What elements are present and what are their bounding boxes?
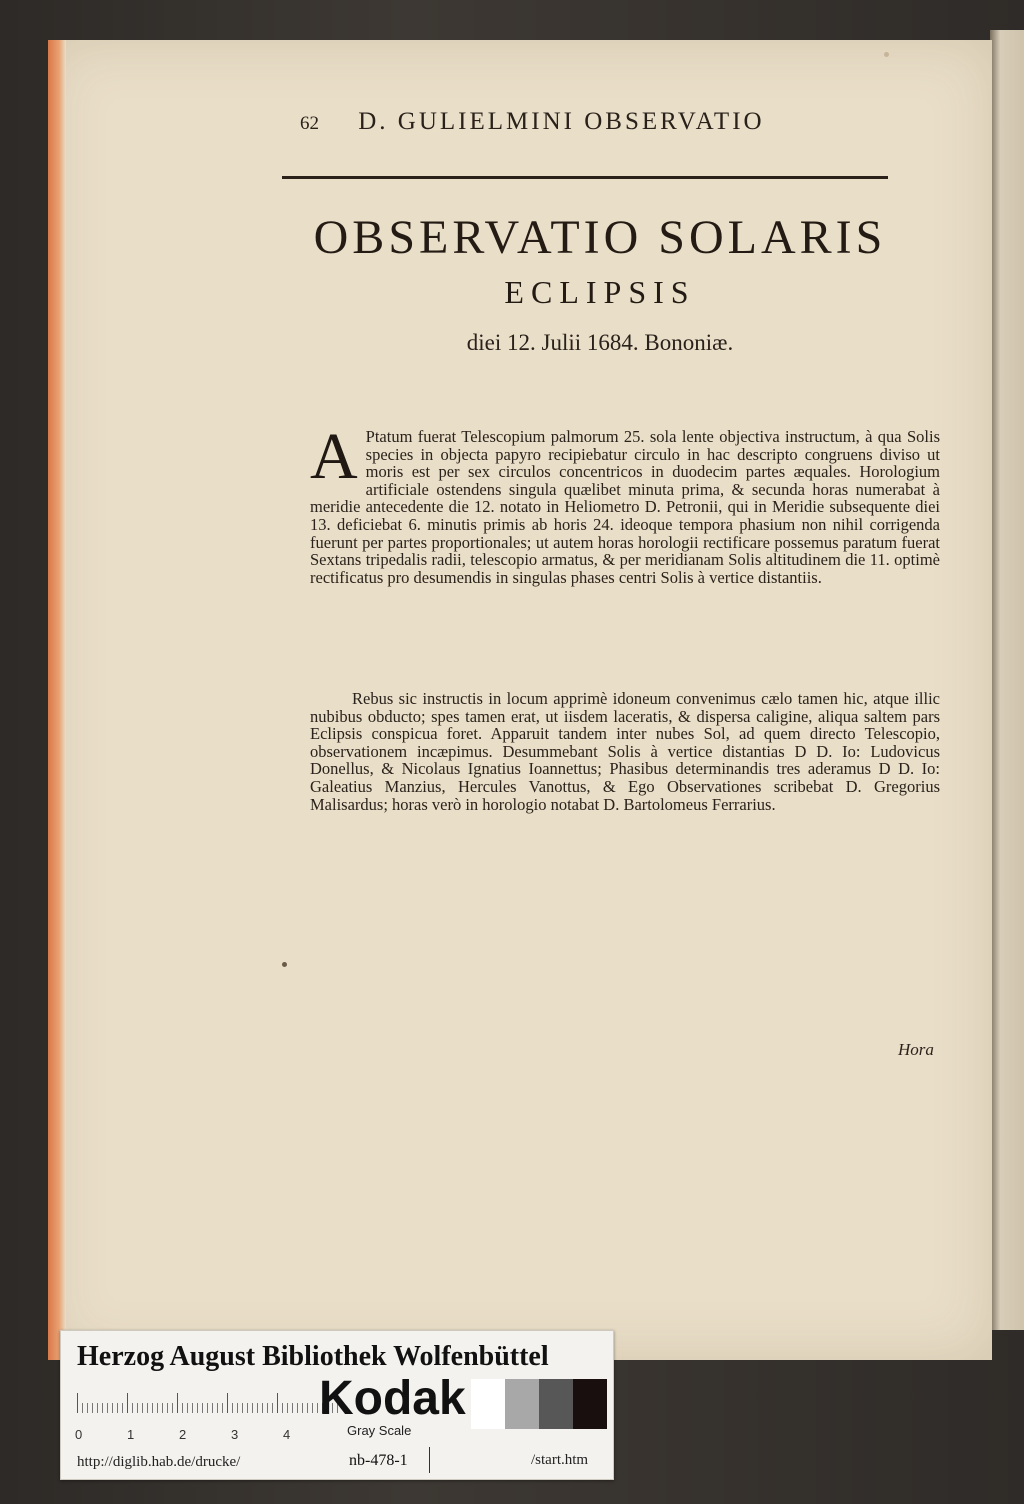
ruler-tick: [307, 1403, 308, 1413]
header-rule: [282, 176, 888, 179]
paragraph-2-text: Rebus sic instructis in locum apprimè idoneum convenimus cælo tamen hic, atque illic nubibus obducto; spes tamen erat, ut iisdem laceratis, & dispersa caligine, aliqua saltem pars Eclipsis conspicua foret. Apparuit tandem inter nubes Sol, ad quem directo Telescopio, observationem incæpimus. Desummebant Solis à vertice distantias D D. Io: Ludovicus Donellus, & Nicolaus Ignatius Ioannettus; Phasibus determinandis tres aderamus D D. Io: Galeatius Manzius, Hercules Vanottus, & Ego Observationes scribebat D. Gregorius Malisardus; horas verò in horologio notabat D. Bartolomeus Ferrarius.: [310, 689, 940, 814]
date-line: diei 12. Julii 1684. Bononiæ.: [466, 330, 734, 355]
ruler-tick: [92, 1403, 93, 1413]
ruler-number: 3: [231, 1427, 239, 1442]
ruler-tick: [217, 1403, 218, 1413]
ruler-tick: [192, 1403, 193, 1413]
gray-swatch: [471, 1379, 505, 1429]
ruler-tick: [197, 1403, 198, 1413]
ruler-tick: [232, 1403, 233, 1413]
kodak-logo: Kodak: [319, 1372, 466, 1425]
gray-swatch: [573, 1379, 607, 1429]
running-title: D. GULIELMINI OBSERVATIO: [358, 108, 765, 135]
page-gilt-edge: [48, 40, 66, 1360]
paragraph-1-text: Ptatum fuerat Telescopium palmorum 25. sola lente objectiva instructum, à qua Solis species in objecta papyro recipiebatur circulo in hac descripto congruens diviso ut moris est per sex circulos concentricos in duodecim partes æquales. Horologium artificiale ostendens singula quælibet minuta prima, & secunda horas numerabat à meridie antecedente die 12. notato in Heliometro D. Petronii, qui in Meridie subsequente diei 13. deficiebat 6. minutis primis ab horis 24. ideoque tempora phasium non nihil corrigenda fuerunt per partes proportionales; ut autem horas horologii rectificare possemus paratum fuerat Sextans tripedalis radii, telescopio armatus, & per meridianam Solis altitudinem die 11. optimè rectificatus pro desumendis in singulas phases centri Solis à vertice distantiis.: [310, 427, 940, 587]
ruler-tick: [297, 1403, 298, 1413]
ruler-tick: [137, 1403, 138, 1413]
ruler-tick: [97, 1403, 98, 1413]
ruler-tick: [147, 1403, 148, 1413]
ruler-tick: [287, 1403, 288, 1413]
measuring-ruler: [77, 1389, 339, 1421]
ruler-tick: [142, 1403, 143, 1413]
ruler-tick: [247, 1403, 248, 1413]
ink-spot: [282, 962, 287, 967]
ruler-number: 2: [179, 1427, 187, 1442]
ruler-tick: [302, 1403, 303, 1413]
ruler-tick: [222, 1403, 223, 1413]
ruler-tick: [277, 1393, 278, 1413]
ruler-tick: [282, 1403, 283, 1413]
ruler-tick: [107, 1403, 108, 1413]
ruler-tick: [177, 1393, 178, 1413]
ruler-number: 0: [75, 1427, 83, 1442]
ruler-tick: [227, 1393, 228, 1413]
ruler-tick: [212, 1403, 213, 1413]
library-label: [60, 1330, 614, 1480]
ruler-tick: [82, 1403, 83, 1413]
ruler-tick: [117, 1403, 118, 1413]
sub-title: ECLIPSIS: [504, 274, 696, 310]
label-separator: [429, 1447, 430, 1473]
gray-swatch: [539, 1379, 573, 1429]
start-link[interactable]: /start.htm: [531, 1452, 589, 1468]
ruler-tick: [162, 1403, 163, 1413]
paper-spot: [884, 52, 889, 57]
ruler-tick: [127, 1393, 128, 1413]
ruler-tick: [187, 1403, 188, 1413]
running-head: [300, 108, 900, 136]
ruler-tick: [252, 1403, 253, 1413]
ruler-tick: [167, 1403, 168, 1413]
ruler-number: 4: [283, 1427, 291, 1442]
ruler-tick: [312, 1403, 313, 1413]
ruler-number: 1: [127, 1427, 135, 1442]
ruler-tick: [207, 1403, 208, 1413]
ruler-tick: [102, 1403, 103, 1413]
ruler-tick: [257, 1403, 258, 1413]
main-title: OBSERVATIO SOLARIS: [313, 211, 887, 264]
ruler-tick: [172, 1403, 173, 1413]
library-url: http://diglib.hab.de/drucke/: [77, 1454, 241, 1470]
catchword: Hora: [898, 1040, 934, 1059]
page-number: 62: [300, 113, 319, 134]
ruler-tick: [292, 1403, 293, 1413]
paragraph-1: [310, 420, 940, 587]
ruler-tick: [267, 1403, 268, 1413]
facing-page-edge: [990, 30, 1024, 1330]
ruler-tick: [202, 1403, 203, 1413]
ruler-tick: [77, 1393, 78, 1413]
ruler-tick: [182, 1403, 183, 1413]
ruler-tick: [237, 1403, 238, 1413]
ruler-tick: [87, 1403, 88, 1413]
paragraph-2: [310, 690, 940, 813]
gray-swatch: [505, 1379, 539, 1429]
ruler-tick: [132, 1403, 133, 1413]
grayscale-caption: Gray Scale: [347, 1423, 412, 1438]
ruler-tick: [242, 1403, 243, 1413]
ruler-tick: [317, 1403, 318, 1413]
ruler-tick: [272, 1403, 273, 1413]
ruler-tick: [112, 1403, 113, 1413]
ruler-tick: [262, 1403, 263, 1413]
drop-cap: A: [310, 420, 358, 493]
library-title: Herzog August Bibliothek Wolfenbüttel: [77, 1341, 549, 1372]
ruler-tick: [122, 1403, 123, 1413]
ruler-tick: [152, 1403, 153, 1413]
shelfmark: nb-478-1: [349, 1452, 408, 1469]
ruler-tick: [157, 1403, 158, 1413]
